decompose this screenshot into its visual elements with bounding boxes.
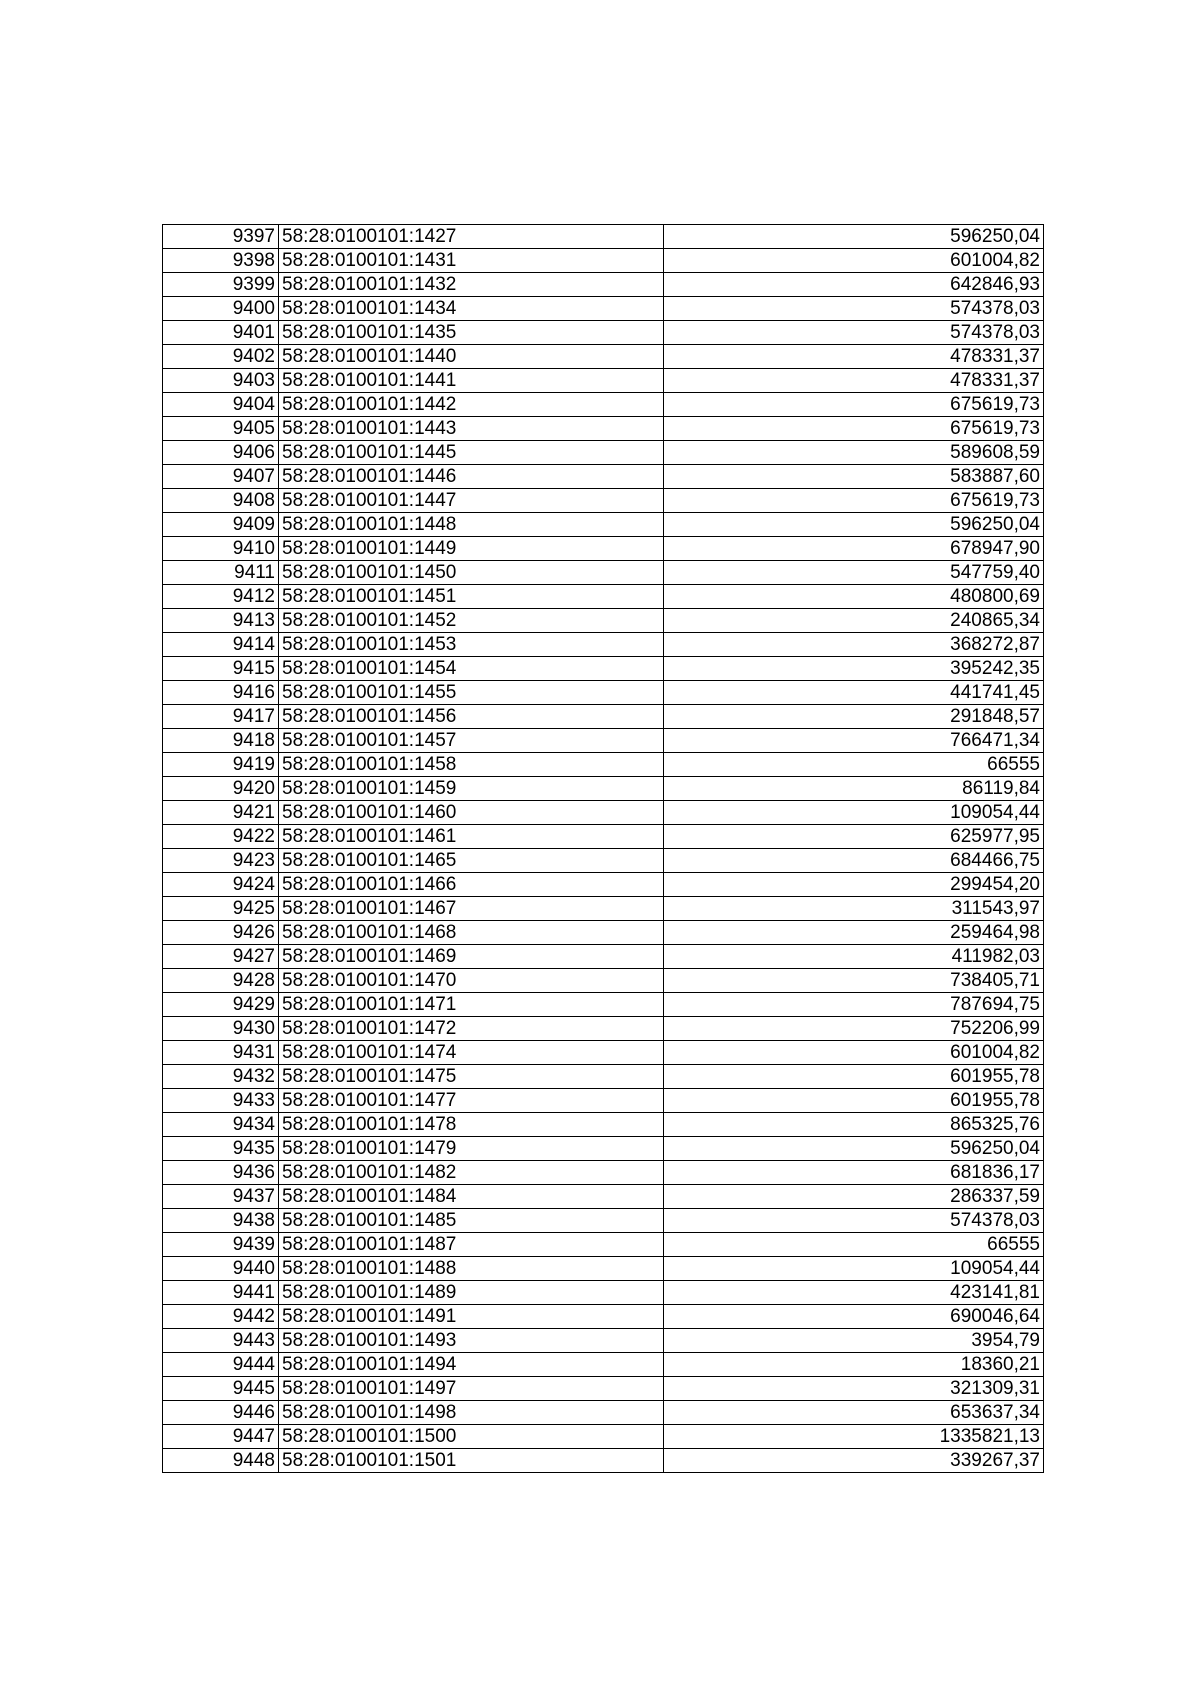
value-cell: 478331,37 <box>664 345 1044 369</box>
value-cell: 66555 <box>664 1233 1044 1257</box>
cadastral-number-cell: 58:28:0100101:1479 <box>279 1137 664 1161</box>
value-cell: 109054,44 <box>664 1257 1044 1281</box>
cadastral-number-cell: 58:28:0100101:1441 <box>279 369 664 393</box>
row-number-cell: 9431 <box>163 1041 279 1065</box>
cadastral-number-cell: 58:28:0100101:1453 <box>279 633 664 657</box>
value-cell: 766471,34 <box>664 729 1044 753</box>
cadastral-number-cell: 58:28:0100101:1501 <box>279 1449 664 1473</box>
table-row <box>163 249 1044 273</box>
value-cell: 574378,03 <box>664 297 1044 321</box>
table-row <box>163 417 1044 441</box>
value-cell: 480800,69 <box>664 585 1044 609</box>
cadastral-number-cell: 58:28:0100101:1452 <box>279 609 664 633</box>
cadastral-number-cell: 58:28:0100101:1455 <box>279 681 664 705</box>
cadastral-number-cell: 58:28:0100101:1461 <box>279 825 664 849</box>
value-cell: 478331,37 <box>664 369 1044 393</box>
value-cell: 684466,75 <box>664 849 1044 873</box>
row-number-cell: 9419 <box>163 753 279 777</box>
row-number-cell: 9424 <box>163 873 279 897</box>
row-number-cell: 9416 <box>163 681 279 705</box>
row-number-cell: 9447 <box>163 1425 279 1449</box>
cadastral-number-cell: 58:28:0100101:1469 <box>279 945 664 969</box>
row-number-cell: 9432 <box>163 1065 279 1089</box>
cadastral-number-cell: 58:28:0100101:1457 <box>279 729 664 753</box>
value-cell: 441741,45 <box>664 681 1044 705</box>
row-number-cell: 9430 <box>163 1017 279 1041</box>
value-cell: 675619,73 <box>664 489 1044 513</box>
value-cell: 601004,82 <box>664 1041 1044 1065</box>
table-row <box>163 729 1044 753</box>
table-row <box>163 1425 1044 1449</box>
cadastral-number-cell: 58:28:0100101:1482 <box>279 1161 664 1185</box>
table-row <box>163 969 1044 993</box>
cadastral-number-cell: 58:28:0100101:1431 <box>279 249 664 273</box>
cadastral-number-cell: 58:28:0100101:1493 <box>279 1329 664 1353</box>
value-cell: 574378,03 <box>664 1209 1044 1233</box>
table-row <box>163 225 1044 249</box>
row-number-cell: 9448 <box>163 1449 279 1473</box>
row-number-cell: 9403 <box>163 369 279 393</box>
cadastral-number-cell: 58:28:0100101:1489 <box>279 1281 664 1305</box>
value-cell: 311543,97 <box>664 897 1044 921</box>
cadastral-number-cell: 58:28:0100101:1498 <box>279 1401 664 1425</box>
table-row <box>163 1137 1044 1161</box>
table-row <box>163 609 1044 633</box>
row-number-cell: 9422 <box>163 825 279 849</box>
cadastral-number-cell: 58:28:0100101:1484 <box>279 1185 664 1209</box>
row-number-cell: 9412 <box>163 585 279 609</box>
row-number-cell: 9434 <box>163 1113 279 1137</box>
row-number-cell: 9445 <box>163 1377 279 1401</box>
value-cell: 787694,75 <box>664 993 1044 1017</box>
table-row <box>163 1329 1044 1353</box>
value-cell: 1335821,13 <box>664 1425 1044 1449</box>
cadastral-number-cell: 58:28:0100101:1466 <box>279 873 664 897</box>
row-number-cell: 9410 <box>163 537 279 561</box>
table-row <box>163 345 1044 369</box>
table-row <box>163 441 1044 465</box>
value-cell: 86119,84 <box>664 777 1044 801</box>
row-number-cell: 9423 <box>163 849 279 873</box>
value-cell: 286337,59 <box>664 1185 1044 1209</box>
cadastral-number-cell: 58:28:0100101:1447 <box>279 489 664 513</box>
value-cell: 368272,87 <box>664 633 1044 657</box>
row-number-cell: 9437 <box>163 1185 279 1209</box>
table-row <box>163 1041 1044 1065</box>
value-cell: 589608,59 <box>664 441 1044 465</box>
table-row <box>163 585 1044 609</box>
table-body <box>163 225 1044 1473</box>
value-cell: 596250,04 <box>664 1137 1044 1161</box>
cadastral-number-cell: 58:28:0100101:1465 <box>279 849 664 873</box>
row-number-cell: 9405 <box>163 417 279 441</box>
value-cell: 423141,81 <box>664 1281 1044 1305</box>
value-cell: 601004,82 <box>664 249 1044 273</box>
value-cell: 752206,99 <box>664 1017 1044 1041</box>
table-row <box>163 1377 1044 1401</box>
table-row <box>163 633 1044 657</box>
row-number-cell: 9406 <box>163 441 279 465</box>
value-cell: 596250,04 <box>664 513 1044 537</box>
table-row <box>163 873 1044 897</box>
row-number-cell: 9400 <box>163 297 279 321</box>
table-row <box>163 369 1044 393</box>
table-row <box>163 1401 1044 1425</box>
row-number-cell: 9415 <box>163 657 279 681</box>
cadastral-number-cell: 58:28:0100101:1477 <box>279 1089 664 1113</box>
table-row <box>163 537 1044 561</box>
value-cell: 299454,20 <box>664 873 1044 897</box>
table-row <box>163 1161 1044 1185</box>
cadastral-number-cell: 58:28:0100101:1475 <box>279 1065 664 1089</box>
table-row <box>163 1305 1044 1329</box>
row-number-cell: 9426 <box>163 921 279 945</box>
table-row <box>163 1449 1044 1473</box>
value-cell: 321309,31 <box>664 1377 1044 1401</box>
value-cell: 240865,34 <box>664 609 1044 633</box>
cadastral-number-cell: 58:28:0100101:1443 <box>279 417 664 441</box>
cadastral-number-cell: 58:28:0100101:1468 <box>279 921 664 945</box>
table-row <box>163 1113 1044 1137</box>
cadastral-number-cell: 58:28:0100101:1451 <box>279 585 664 609</box>
row-number-cell: 9444 <box>163 1353 279 1377</box>
value-cell: 547759,40 <box>664 561 1044 585</box>
value-cell: 259464,98 <box>664 921 1044 945</box>
value-cell: 411982,03 <box>664 945 1044 969</box>
row-number-cell: 9441 <box>163 1281 279 1305</box>
table-row <box>163 681 1044 705</box>
cadastral-number-cell: 58:28:0100101:1485 <box>279 1209 664 1233</box>
cadastral-number-cell: 58:28:0100101:1478 <box>279 1113 664 1137</box>
table-row <box>163 777 1044 801</box>
row-number-cell: 9411 <box>163 561 279 585</box>
cadastral-number-cell: 58:28:0100101:1432 <box>279 273 664 297</box>
cadastral-number-cell: 58:28:0100101:1471 <box>279 993 664 1017</box>
value-cell: 690046,64 <box>664 1305 1044 1329</box>
cadastral-number-cell: 58:28:0100101:1487 <box>279 1233 664 1257</box>
table-row <box>163 1065 1044 1089</box>
cadastral-number-cell: 58:28:0100101:1459 <box>279 777 664 801</box>
cadastral-number-cell: 58:28:0100101:1491 <box>279 1305 664 1329</box>
value-cell: 642846,93 <box>664 273 1044 297</box>
row-number-cell: 9399 <box>163 273 279 297</box>
value-cell: 596250,04 <box>664 225 1044 249</box>
cadastral-number-cell: 58:28:0100101:1450 <box>279 561 664 585</box>
table-row <box>163 1353 1044 1377</box>
table-row <box>163 801 1044 825</box>
cadastral-number-cell: 58:28:0100101:1427 <box>279 225 664 249</box>
cadastral-number-cell: 58:28:0100101:1435 <box>279 321 664 345</box>
cadastral-number-cell: 58:28:0100101:1500 <box>279 1425 664 1449</box>
value-cell: 291848,57 <box>664 705 1044 729</box>
table-row <box>163 1017 1044 1041</box>
value-cell: 109054,44 <box>664 801 1044 825</box>
row-number-cell: 9436 <box>163 1161 279 1185</box>
table-row <box>163 297 1044 321</box>
row-number-cell: 9439 <box>163 1233 279 1257</box>
table-row <box>163 1281 1044 1305</box>
value-cell: 574378,03 <box>664 321 1044 345</box>
row-number-cell: 9414 <box>163 633 279 657</box>
table-row <box>163 945 1044 969</box>
value-cell: 653637,34 <box>664 1401 1044 1425</box>
row-number-cell: 9401 <box>163 321 279 345</box>
table-row <box>163 561 1044 585</box>
cadastral-number-cell: 58:28:0100101:1497 <box>279 1377 664 1401</box>
row-number-cell: 9407 <box>163 465 279 489</box>
row-number-cell: 9446 <box>163 1401 279 1425</box>
table-row <box>163 825 1044 849</box>
cadastral-number-cell: 58:28:0100101:1454 <box>279 657 664 681</box>
cadastral-number-cell: 58:28:0100101:1488 <box>279 1257 664 1281</box>
cadastral-number-cell: 58:28:0100101:1446 <box>279 465 664 489</box>
cadastral-number-cell: 58:28:0100101:1467 <box>279 897 664 921</box>
cadastral-number-cell: 58:28:0100101:1448 <box>279 513 664 537</box>
table-row <box>163 753 1044 777</box>
cadastral-value-table <box>162 224 1044 1473</box>
table-row <box>163 1185 1044 1209</box>
row-number-cell: 9438 <box>163 1209 279 1233</box>
row-number-cell: 9418 <box>163 729 279 753</box>
table-row <box>163 1209 1044 1233</box>
cadastral-number-cell: 58:28:0100101:1470 <box>279 969 664 993</box>
row-number-cell: 9402 <box>163 345 279 369</box>
table-row <box>163 465 1044 489</box>
row-number-cell: 9425 <box>163 897 279 921</box>
table-row <box>163 1257 1044 1281</box>
cadastral-number-cell: 58:28:0100101:1434 <box>279 297 664 321</box>
table-row <box>163 321 1044 345</box>
value-cell: 625977,95 <box>664 825 1044 849</box>
value-cell: 583887,60 <box>664 465 1044 489</box>
cadastral-number-cell: 58:28:0100101:1472 <box>279 1017 664 1041</box>
value-cell: 601955,78 <box>664 1065 1044 1089</box>
row-number-cell: 9409 <box>163 513 279 537</box>
row-number-cell: 9408 <box>163 489 279 513</box>
table-row <box>163 849 1044 873</box>
value-cell: 339267,37 <box>664 1449 1044 1473</box>
row-number-cell: 9420 <box>163 777 279 801</box>
value-cell: 18360,21 <box>664 1353 1044 1377</box>
row-number-cell: 9417 <box>163 705 279 729</box>
row-number-cell: 9397 <box>163 225 279 249</box>
row-number-cell: 9433 <box>163 1089 279 1113</box>
cadastral-number-cell: 58:28:0100101:1440 <box>279 345 664 369</box>
row-number-cell: 9427 <box>163 945 279 969</box>
table-row <box>163 705 1044 729</box>
row-number-cell: 9435 <box>163 1137 279 1161</box>
cadastral-number-cell: 58:28:0100101:1449 <box>279 537 664 561</box>
value-cell: 738405,71 <box>664 969 1044 993</box>
value-cell: 678947,90 <box>664 537 1044 561</box>
cadastral-number-cell: 58:28:0100101:1445 <box>279 441 664 465</box>
table-row <box>163 993 1044 1017</box>
value-cell: 395242,35 <box>664 657 1044 681</box>
table-row <box>163 897 1044 921</box>
row-number-cell: 9440 <box>163 1257 279 1281</box>
table-row <box>163 1089 1044 1113</box>
cadastral-number-cell: 58:28:0100101:1460 <box>279 801 664 825</box>
value-cell: 3954,79 <box>664 1329 1044 1353</box>
value-cell: 865325,76 <box>664 1113 1044 1137</box>
value-cell: 66555 <box>664 753 1044 777</box>
value-cell: 675619,73 <box>664 417 1044 441</box>
row-number-cell: 9429 <box>163 993 279 1017</box>
table-row <box>163 1233 1044 1257</box>
cadastral-number-cell: 58:28:0100101:1456 <box>279 705 664 729</box>
row-number-cell: 9443 <box>163 1329 279 1353</box>
table-row <box>163 921 1044 945</box>
cadastral-number-cell: 58:28:0100101:1474 <box>279 1041 664 1065</box>
table-row <box>163 513 1044 537</box>
table-row <box>163 657 1044 681</box>
value-cell: 601955,78 <box>664 1089 1044 1113</box>
table-row <box>163 393 1044 417</box>
value-cell: 675619,73 <box>664 393 1044 417</box>
table-row <box>163 489 1044 513</box>
row-number-cell: 9421 <box>163 801 279 825</box>
cadastral-number-cell: 58:28:0100101:1442 <box>279 393 664 417</box>
value-cell: 681836,17 <box>664 1161 1044 1185</box>
row-number-cell: 9428 <box>163 969 279 993</box>
row-number-cell: 9413 <box>163 609 279 633</box>
row-number-cell: 9398 <box>163 249 279 273</box>
row-number-cell: 9404 <box>163 393 279 417</box>
cadastral-number-cell: 58:28:0100101:1494 <box>279 1353 664 1377</box>
row-number-cell: 9442 <box>163 1305 279 1329</box>
table-row <box>163 273 1044 297</box>
cadastral-number-cell: 58:28:0100101:1458 <box>279 753 664 777</box>
